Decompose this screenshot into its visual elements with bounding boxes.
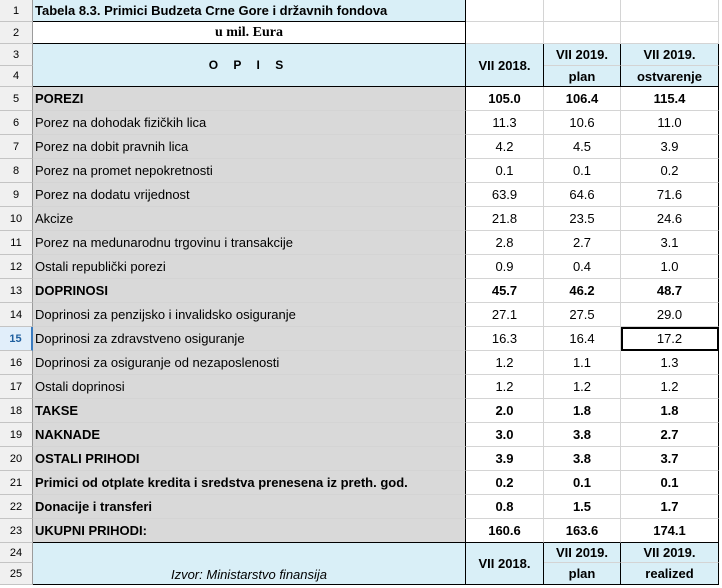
value-cell[interactable]: 1.8 — [544, 399, 621, 423]
row-header-4[interactable]: 4 — [0, 66, 33, 87]
row-label[interactable]: Porez na medunarodnu trgovinu i transakcije — [33, 231, 466, 255]
value-cell[interactable]: 1.0 — [621, 255, 719, 279]
row-header-19[interactable]: 19 — [0, 423, 33, 447]
value-cell[interactable]: 105.0 — [466, 87, 544, 111]
value-cell[interactable]: 4.2 — [466, 135, 544, 159]
row-label[interactable]: Akcize — [33, 207, 466, 231]
table-title[interactable]: Tabela 8.3. Primici Budzeta Crne Gore i državnih fondova — [33, 0, 466, 22]
row-label[interactable]: Doprinosi za penzijsko i invalidsko osiguranje — [33, 303, 466, 327]
value-cell[interactable]: 16.4 — [544, 327, 621, 351]
value-cell[interactable]: 106.4 — [544, 87, 621, 111]
cell[interactable] — [621, 22, 719, 44]
value-cell[interactable]: 21.8 — [466, 207, 544, 231]
value-cell[interactable]: 3.1 — [621, 231, 719, 255]
row-header-10[interactable]: 10 — [0, 207, 33, 231]
value-cell[interactable]: 3.0 — [466, 423, 544, 447]
row-label[interactable]: Ostali republički porezi — [33, 255, 466, 279]
value-cell[interactable]: 3.8 — [544, 447, 621, 471]
value-cell[interactable]: 1.2 — [544, 375, 621, 399]
source-note[interactable]: Izvor: Ministarstvo finansija — [33, 543, 466, 585]
value-cell[interactable]: 1.2 — [621, 375, 719, 399]
row-label[interactable]: Primici od otplate kredita i sredstva prenesena iz preth. god. — [33, 471, 466, 495]
row-header-20[interactable]: 20 — [0, 447, 33, 471]
row-header-9[interactable]: 9 — [0, 183, 33, 207]
value-cell[interactable]: 3.8 — [544, 423, 621, 447]
row-header-21[interactable]: 21 — [0, 471, 33, 495]
value-cell[interactable]: 2.7 — [544, 231, 621, 255]
value-cell[interactable]: 1.8 — [621, 399, 719, 423]
column-header-vii-2018[interactable]: VII 2018. — [466, 44, 544, 87]
value-cell[interactable]: 27.1 — [466, 303, 544, 327]
column-header-vii-2019-plan[interactable]: plan — [544, 66, 621, 87]
row-header-8[interactable]: 8 — [0, 159, 33, 183]
value-cell[interactable]: 63.9 — [466, 183, 544, 207]
value-cell[interactable]: 46.2 — [544, 279, 621, 303]
row-label[interactable]: Porez na dohodak fizičkih lica — [33, 111, 466, 135]
value-cell[interactable]: 0.9 — [466, 255, 544, 279]
value-cell[interactable]: 115.4 — [621, 87, 719, 111]
cell[interactable] — [544, 0, 621, 22]
row-header-22[interactable]: 22 — [0, 495, 33, 519]
active-cell[interactable]: 17.2 — [621, 327, 719, 351]
value-cell[interactable]: 64.6 — [544, 183, 621, 207]
value-cell[interactable]: 0.1 — [621, 471, 719, 495]
value-cell[interactable]: 1.7 — [621, 495, 719, 519]
row-label[interactable]: Doprinosi za osiguranje od nezaposlenosti — [33, 351, 466, 375]
row-header-5[interactable]: 5 — [0, 87, 33, 111]
row-label-total[interactable]: UKUPNI PRIHODI: — [33, 519, 466, 543]
row-label[interactable]: Donacije i transferi — [33, 495, 466, 519]
value-cell[interactable]: 0.1 — [544, 159, 621, 183]
column-header-vii-2019-plan-top[interactable]: VII 2019. — [544, 44, 621, 66]
value-cell[interactable]: 11.3 — [466, 111, 544, 135]
value-cell[interactable]: 174.1 — [621, 519, 719, 543]
row-header-14[interactable]: 14 — [0, 303, 33, 327]
value-cell[interactable]: 45.7 — [466, 279, 544, 303]
value-cell[interactable]: 23.5 — [544, 207, 621, 231]
cell[interactable] — [466, 22, 544, 44]
value-cell[interactable]: 2.8 — [466, 231, 544, 255]
value-cell[interactable]: 24.6 — [621, 207, 719, 231]
value-cell[interactable]: 3.9 — [466, 447, 544, 471]
row-header-11[interactable]: 11 — [0, 231, 33, 255]
row-header-25[interactable]: 25 — [0, 563, 33, 585]
value-cell[interactable]: 10.6 — [544, 111, 621, 135]
value-cell[interactable]: 2.0 — [466, 399, 544, 423]
row-header-24[interactable]: 24 — [0, 543, 33, 563]
value-cell[interactable]: 29.0 — [621, 303, 719, 327]
row-label[interactable]: Porez na dodatu vrijednost — [33, 183, 466, 207]
value-cell[interactable]: 71.6 — [621, 183, 719, 207]
row-header-13[interactable]: 13 — [0, 279, 33, 303]
value-cell[interactable]: 1.1 — [544, 351, 621, 375]
cell[interactable] — [621, 0, 719, 22]
row-label[interactable]: Porez na dobit pravnih lica — [33, 135, 466, 159]
row-header-12[interactable]: 12 — [0, 255, 33, 279]
row-header-2[interactable]: 2 — [0, 22, 33, 44]
value-cell[interactable]: 11.0 — [621, 111, 719, 135]
value-cell[interactable]: 48.7 — [621, 279, 719, 303]
row-label[interactable]: OSTALI PRIHODI — [33, 447, 466, 471]
row-header-16[interactable]: 16 — [0, 351, 33, 375]
value-cell[interactable]: 1.5 — [544, 495, 621, 519]
row-header-15-selected[interactable]: 15 — [0, 327, 33, 351]
row-label[interactable]: Ostali doprinosi — [33, 375, 466, 399]
row-label[interactable]: DOPRINOSI — [33, 279, 466, 303]
row-header-17[interactable]: 17 — [0, 375, 33, 399]
column-header-vii-2019-ostvarenje-top[interactable]: VII 2019. — [621, 44, 719, 66]
row-label[interactable]: POREZI — [33, 87, 466, 111]
value-cell[interactable]: 0.8 — [466, 495, 544, 519]
row-header-6[interactable]: 6 — [0, 111, 33, 135]
row-label[interactable]: NAKNADE — [33, 423, 466, 447]
footer-header-vii-2018[interactable]: VII 2018. — [466, 543, 544, 585]
footer-header-vii-2019-realized-top[interactable]: VII 2019. — [621, 543, 719, 563]
column-header-opis[interactable]: O P I S — [33, 44, 466, 87]
row-label[interactable]: Porez na promet nepokretnosti — [33, 159, 466, 183]
value-cell[interactable]: 2.7 — [621, 423, 719, 447]
value-cell[interactable]: 0.2 — [621, 159, 719, 183]
value-cell[interactable]: 163.6 — [544, 519, 621, 543]
row-header-7[interactable]: 7 — [0, 135, 33, 159]
value-cell[interactable]: 1.3 — [621, 351, 719, 375]
value-cell[interactable]: 3.9 — [621, 135, 719, 159]
row-header-23[interactable]: 23 — [0, 519, 33, 543]
value-cell[interactable]: 0.1 — [466, 159, 544, 183]
value-cell[interactable]: 3.7 — [621, 447, 719, 471]
row-label[interactable]: Doprinosi za zdravstveno osiguranje — [33, 327, 466, 351]
footer-header-vii-2019-realized[interactable]: realized — [621, 563, 719, 585]
value-cell[interactable]: 0.4 — [544, 255, 621, 279]
value-cell[interactable]: 27.5 — [544, 303, 621, 327]
value-cell[interactable]: 1.2 — [466, 375, 544, 399]
value-cell[interactable]: 16.3 — [466, 327, 544, 351]
footer-header-vii-2019-plan-top[interactable]: VII 2019. — [544, 543, 621, 563]
value-cell[interactable]: 1.2 — [466, 351, 544, 375]
cell[interactable] — [466, 0, 544, 22]
row-label[interactable]: TAKSE — [33, 399, 466, 423]
row-header-3[interactable]: 3 — [0, 44, 33, 66]
column-header-vii-2019-ostvarenje[interactable]: ostvarenje — [621, 66, 719, 87]
value-cell[interactable]: 160.6 — [466, 519, 544, 543]
value-cell[interactable]: 0.2 — [466, 471, 544, 495]
value-cell[interactable]: 0.1 — [544, 471, 621, 495]
cell[interactable] — [544, 22, 621, 44]
units-label[interactable]: u mil. Eura — [33, 22, 466, 44]
value-cell[interactable]: 4.5 — [544, 135, 621, 159]
footer-header-vii-2019-plan[interactable]: plan — [544, 563, 621, 585]
row-header-1[interactable]: 1 — [0, 0, 33, 22]
row-header-18[interactable]: 18 — [0, 399, 33, 423]
